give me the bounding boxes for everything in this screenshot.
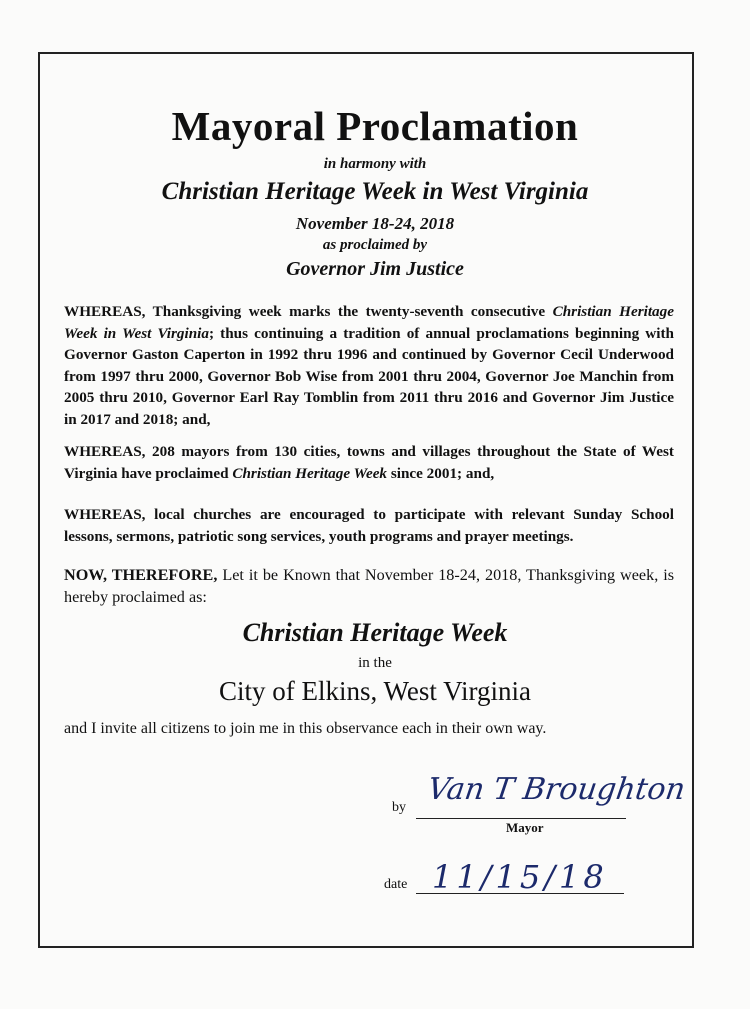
whereas-text: Thanksgiving week marks the twenty-seventh consecutive [145, 303, 553, 320]
invitation-text: and I invite all citizens to join me in this observance each in their own way. [64, 720, 547, 737]
city-name: City of Elkins, West Virginia [219, 676, 531, 706]
whereas-text: 208 mayors from 130 cities, towns and villages throughout the State of West Virginia have proclaimed [64, 443, 674, 482]
whereas-lead: WHEREAS, [64, 303, 146, 320]
heritage-week-heading: Christian Heritage Week in West Virginia [161, 178, 589, 205]
governor-name: Governor Jim Justice [286, 258, 464, 280]
whereas-paragraph-1 [64, 301, 674, 430]
date-line [416, 893, 624, 894]
whereas-text: local churches are encouraged to participate with relevant Sunday School lessons, sermons, patriotic song services, youth programs and prayer meetings. [64, 506, 674, 545]
whereas-lead: WHEREAS, [64, 506, 146, 523]
whereas-italic: Christian Heritage Week [232, 464, 388, 482]
handwritten-date: 11/15/18 [432, 858, 608, 896]
by-label: by [392, 800, 406, 815]
proclaimed-week-name: Christian Heritage Week [242, 618, 508, 647]
mayor-signature: Van T Broughton [425, 772, 688, 807]
in-harmony-text: in harmony with [323, 156, 427, 172]
now-therefore-paragraph [64, 565, 674, 608]
now-therefore-lead: NOW, THEREFORE, [64, 566, 218, 584]
whereas-paragraph-3 [64, 504, 674, 547]
whereas-paragraph-2 [64, 441, 674, 484]
mayor-label: Mayor [506, 820, 544, 835]
date-label: date [384, 877, 408, 892]
whereas-text: ; thus continuing a tradition of annual proclamations beginning with Governor Gaston Caperton in 1992 thru 1996 and continued by Governor Cecil Underwood from 1997 thru 2000, Governor Bob Wise from 2001 thru 2004, Governor Joe Manchin from 2005 thru 2010, Governor Earl Ray Tomblin from 2011 thru 2016 and Governor Jim Justice in 2017 and 2018; and, [64, 324, 674, 428]
as-proclaimed-text: as proclaimed by [322, 237, 428, 253]
whereas-italic: Christian Heritage Week in West Virginia [64, 303, 674, 342]
in-the-text: in the [358, 655, 392, 671]
signature-line [416, 818, 626, 819]
now-therefore-text: Let it be Known that November 18-24, 2018, Thanksgiving week, is hereby proclaimed as: [64, 566, 674, 606]
week-dates: November 18-24, 2018 [295, 214, 455, 233]
whereas-lead: WHEREAS, [64, 443, 146, 460]
whereas-text: since 2001; and, [387, 464, 495, 482]
document-title: Mayoral Proclamation [171, 103, 579, 149]
